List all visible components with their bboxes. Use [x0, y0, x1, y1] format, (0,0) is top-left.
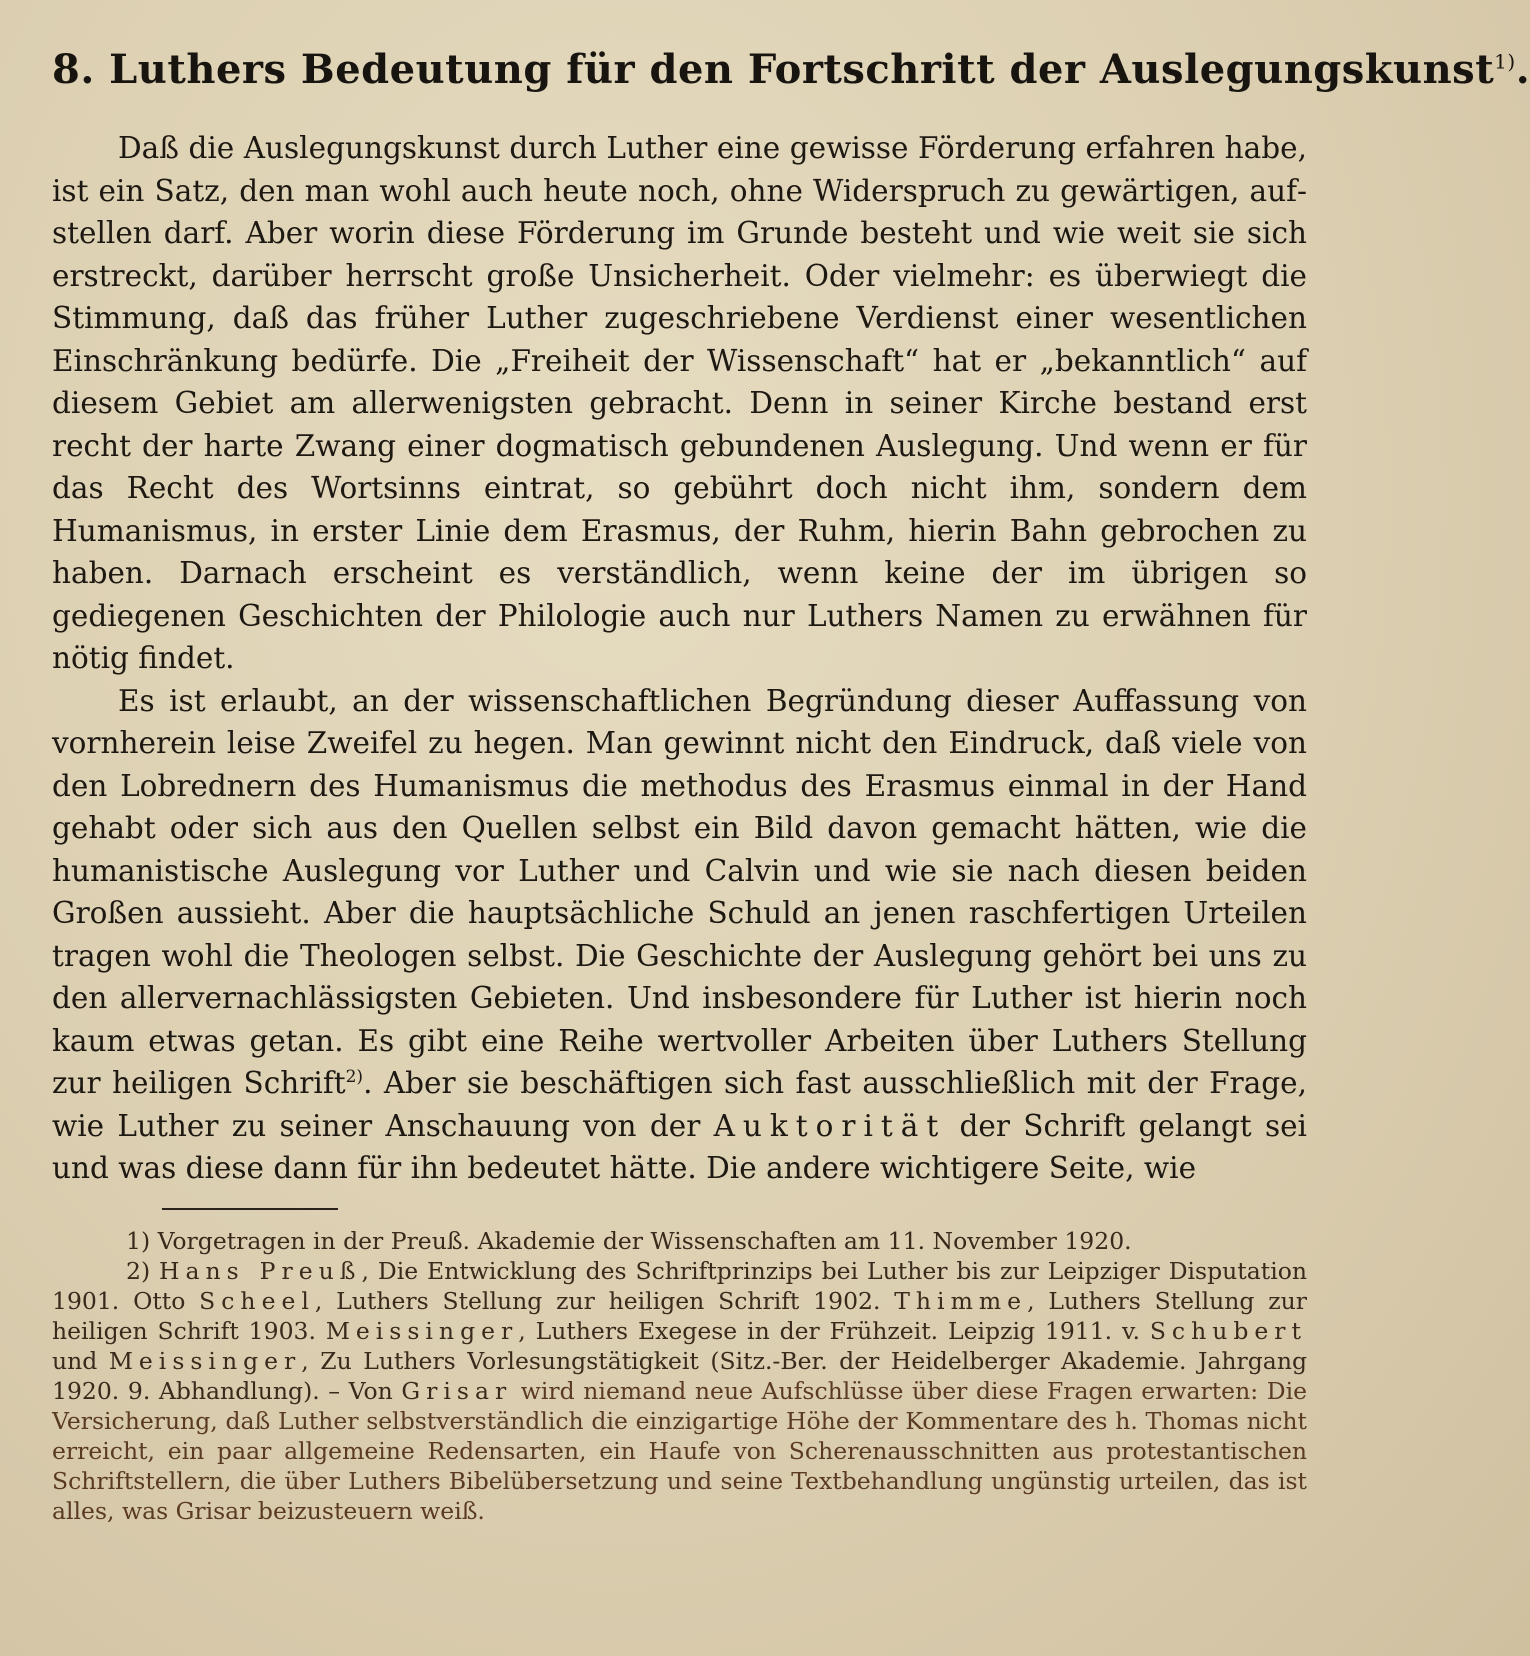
fn2-author-preuss: Hans Preuß [159, 1256, 362, 1285]
fn2-text-5: und [52, 1346, 109, 1375]
title-footnote-ref: 1) [1494, 49, 1516, 74]
fn2-author-scheel: Scheel [199, 1286, 315, 1315]
spaced-word-auktoritaet: Auktorität [713, 1108, 947, 1143]
paragraph-2-part-a: Es ist erlaubt, an der wissenschaftlichen Begründung dieser Auffassung von vornherein leise Zweifel zu hegen. Man gewinnt nicht den Eindruck, daß viele von den Lobrednern des Humanismus die methodus des Erasmus einmal in der Hand gehabt oder sich aus den Quellen selbst ein Bild davon gemacht hätten, wie die humanistische Auslegung vor Luther und Calvin und wie sie nach diesen beiden Großen aussieht. Aber die hauptsächliche Schuld an jenen raschfertigen Urteilen tragen wohl die Theologen selbst. Die Geschichte der Auslegung gehört bei uns zu den allervernachlässigsten Gebieten. Und insbesondere für Luther ist hierin noch kaum etwas getan. Es gibt eine Reihe wertvoller Arbeiten über Luthers Stellung zur heiligen Schrift [52, 683, 1307, 1100]
fn2-author-grisar: Grisar [401, 1376, 513, 1405]
fn2-start: 2) [126, 1256, 160, 1285]
fn2-author-thimme: Thimme [894, 1286, 1028, 1315]
paragraph-2-part-c: der Schrift gelangt sei und was diese dann für ihn bedeutet hätte. Die andere wichtigere Seite, wie [52, 1108, 1307, 1185]
fn2-author-meissinger-2: Meissinger [108, 1346, 302, 1375]
footnote-1: 1) Vorgetragen in der Preuß. Akademie der Wissenschaften am 11. November 1920. [126, 1226, 1132, 1255]
page-title [52, 46, 1530, 93]
footnote-separator [162, 1208, 338, 1210]
paragraph-1: Daß die Auslegungskunst durch Luther eine gewisse Förderung erfahren habe, ist ein Satz, den man wohl auch heute noch, ohne Widerspruch zu gewärtigen, aufstellen darf. Aber worin diese Förderung im Grunde besteht und wie weit sie sich erstreckt, darüber herrscht große Unsicherheit. Oder vielmehr: es überwiegt die Stimmung, daß das früher Luther zugeschriebene Verdienst einer wesentlichen Einschränkung bedürfe. Die „Freiheit der Wissenschaft“ hat er „bekanntlich“ auf diesem Gebiet am allerwenigsten gebracht. Denn in seiner Kirche bestand erst recht der harte Zwang einer dogmatisch gebundenen Auslegung. Und wenn er für das Recht des Wortsinns eintrat, so gebührt doch nicht ihm, sondern dem Humanismus, in erster Linie dem Erasmus, der Ruhm, hierin Bahn gebrochen zu haben. Darnach erscheint es verständlich, wenn keine der im übrigen so gediegenen Geschichten der Philologie auch nur Luthers Namen zu erwähnen für nötig findet. [52, 131, 1307, 675]
fn2-author-schubert: Schubert [1149, 1316, 1307, 1345]
fn2-text-7: wird niemand neue Aufschlüsse über diese Fragen erwarten: Die Versicherung, daß Luther selbstverständlich die einzigartige Höhe der Kommentare des h. Thomas nicht erreicht, ein paar allgemeine Redensarten, ein Haufe von Scherenausschnitten aus protestantischen Schriftstellern, die über Luthers Bibelübersetzung und seine Textbehandlung ungünstig urteilen, das ist alles, was Grisar beizusteuern weiß. [52, 1376, 1307, 1525]
fn2-text-3: , Luthers Stellung zur heiligen Schrift 1903. [52, 1286, 1307, 1345]
fn2-text-6: , Zu Luthers Vorlesungstätigkeit (Sitz.-Ber. der Heidelberger Akademie. Jahrgang 1920. 9. Abhandlung). – Von [52, 1346, 1307, 1405]
paragraph-2 [52, 680, 1307, 1190]
body-text [52, 127, 1307, 1190]
fn2-text-1: , Die Entwicklung des Schriftprinzips bei Luther bis zur Leipziger Disputation 1901. Otto [52, 1256, 1307, 1315]
footnote-ref-2: 2) [345, 1067, 364, 1088]
title-text: 8. Luthers Bedeutung für den Fortschritt der Auslegungskunst [52, 46, 1495, 93]
title-trailing-period: . [1515, 46, 1530, 93]
footnote-2 [52, 1256, 1307, 1526]
fn2-author-meissinger: Meissinger [325, 1316, 519, 1345]
fn2-text-4: , Luthers Exegese in der Frühzeit. Leipzig 1911. v. [518, 1316, 1150, 1345]
footnotes [52, 1226, 1307, 1526]
paragraph-2-part-b: . Aber sie beschäftigen sich fast ausschließlich mit der Frage, wie Luther zu seiner Anschauung von der [52, 1066, 1307, 1143]
fn2-text-2: , Luthers Stellung zur heiligen Schrift 1902. [314, 1286, 895, 1315]
